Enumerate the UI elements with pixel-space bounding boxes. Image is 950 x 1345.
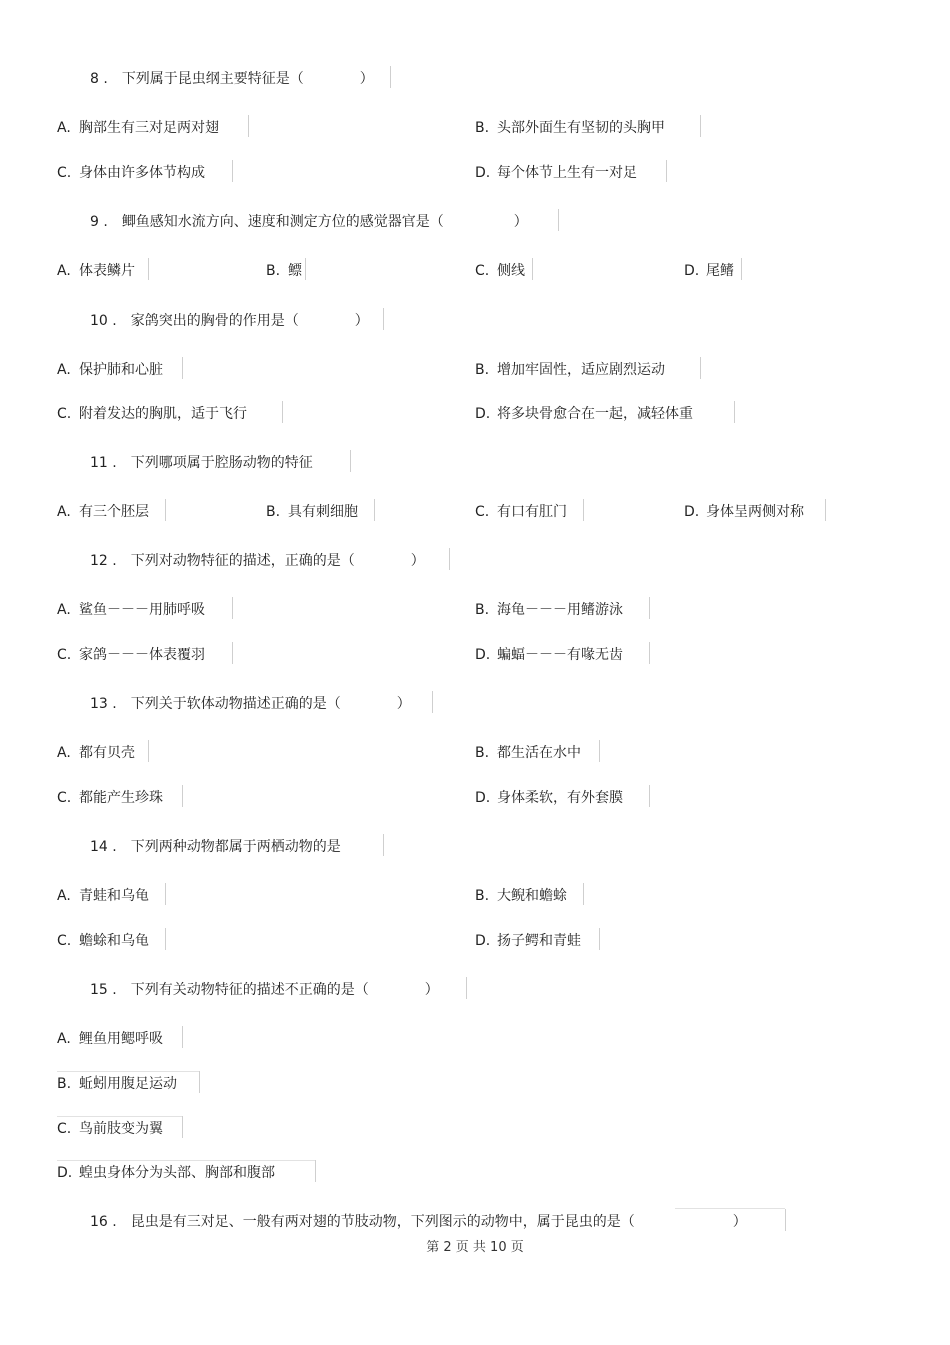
option-c[interactable] [57, 644, 205, 664]
option-text: 蚯蚓用腹足运动 [79, 1076, 177, 1092]
question-text: 鲫鱼感知水流方向、速度和测定方位的感觉器官是（ ） [121, 214, 528, 230]
divider [583, 883, 584, 905]
option-a[interactable] [57, 501, 149, 521]
divider [182, 785, 183, 807]
option-label: D. [57, 1165, 73, 1181]
question-number: 13 . [90, 696, 117, 712]
option-d[interactable] [475, 403, 693, 423]
divider [232, 160, 233, 182]
option-a[interactable] [57, 742, 135, 762]
option-text: 青蛙和乌龟 [79, 888, 149, 904]
option-text: 侧线 [497, 263, 525, 279]
divider [532, 258, 533, 280]
option-text: 鲨鱼－－－用肺呼吸 [79, 602, 205, 618]
option-label: D. [475, 790, 491, 806]
option-text: 有三个胚层 [79, 504, 149, 520]
option-label: C. [57, 406, 72, 422]
divider [383, 834, 384, 856]
option-text: 增加牢固性，适应剧烈运动 [497, 362, 665, 378]
option-label: A. [57, 602, 71, 618]
option-text: 蝙蝠－－－有喙无齿 [497, 647, 623, 663]
option-label: A. [57, 504, 71, 520]
option-label: C. [57, 933, 72, 949]
option-text: 体表鳞片 [79, 263, 135, 279]
option-text: 头部外面生有坚韧的头胸甲 [497, 120, 665, 136]
option-a[interactable] [57, 1028, 163, 1048]
divider [649, 642, 650, 664]
option-b[interactable] [475, 885, 567, 905]
option-label: D. [475, 647, 491, 663]
option-b[interactable] [266, 260, 302, 280]
option-text: 蟾蜍和乌龟 [79, 933, 149, 949]
option-text: 有口有肛门 [497, 504, 567, 520]
divider [649, 597, 650, 619]
option-label: C. [475, 263, 490, 279]
divider [199, 1071, 200, 1093]
option-label: B. [475, 362, 490, 378]
option-text: 身体柔软，有外套膜 [497, 790, 623, 806]
divider [315, 1160, 316, 1182]
option-text: 扬子鳄和青蛙 [497, 933, 581, 949]
option-b[interactable] [475, 117, 665, 137]
option-label: B. [475, 602, 490, 618]
rule [57, 1160, 315, 1161]
option-text: 都生活在水中 [497, 745, 581, 761]
question-text: 家鸽突出的胸骨的作用是（ ） [130, 313, 369, 329]
question-15 [90, 979, 439, 999]
question-16 [90, 1211, 747, 1231]
option-a[interactable] [57, 599, 205, 619]
option-text: 家鸽－－－体表覆羽 [79, 647, 205, 663]
option-text: 将多块骨愈合在一起，减轻体重 [497, 406, 693, 422]
question-text: 下列有关动物特征的描述不正确的是（ ） [130, 982, 439, 998]
divider [734, 401, 735, 423]
question-number: 15 . [90, 982, 117, 998]
question-11 [90, 452, 313, 472]
divider [305, 258, 306, 280]
question-14 [90, 836, 341, 856]
option-d[interactable] [684, 501, 804, 521]
divider [583, 499, 584, 521]
option-label: C. [57, 790, 72, 806]
option-label: B. [266, 263, 281, 279]
question-number: 16 . [90, 1214, 117, 1230]
divider [449, 548, 450, 570]
question-number: 8 . [90, 71, 108, 87]
page-footer: 第 2 页 共 10 页 [426, 1240, 524, 1255]
question-number: 9 . [90, 214, 108, 230]
divider [432, 691, 433, 713]
option-d[interactable] [475, 787, 623, 807]
option-text: 每个体节上生有一对足 [497, 165, 637, 181]
option-label: D. [475, 933, 491, 949]
divider [165, 883, 166, 905]
divider [182, 1026, 183, 1048]
option-label: B. [266, 504, 281, 520]
option-label: A. [57, 1031, 71, 1047]
question-8 [90, 68, 374, 88]
option-label: C. [57, 647, 72, 663]
option-text: 具有刺细胞 [288, 504, 358, 520]
option-label: D. [475, 165, 491, 181]
question-number: 14 . [90, 839, 117, 855]
option-c[interactable] [57, 787, 163, 807]
option-b[interactable] [475, 359, 665, 379]
option-label: A. [57, 120, 71, 136]
divider [374, 499, 375, 521]
rule [57, 1116, 182, 1117]
option-a[interactable] [57, 359, 163, 379]
question-text: 下列两种动物都属于两栖动物的是 [130, 839, 341, 855]
divider [785, 1209, 786, 1231]
divider [741, 258, 742, 280]
option-c[interactable] [57, 1118, 163, 1138]
divider [182, 357, 183, 379]
option-a[interactable] [57, 117, 219, 137]
divider [390, 66, 391, 88]
question-10 [90, 310, 369, 330]
divider [599, 740, 600, 762]
divider [182, 1116, 183, 1138]
option-text: 身体呈两侧对称 [706, 504, 804, 520]
option-d[interactable] [684, 260, 734, 280]
option-c[interactable] [57, 403, 247, 423]
option-text: 鳔 [288, 263, 302, 279]
option-label: B. [57, 1076, 72, 1092]
divider [165, 928, 166, 950]
question-text: 下列关于软体动物描述正确的是（ ） [130, 696, 411, 712]
option-b[interactable] [475, 742, 581, 762]
option-text: 鲤鱼用鳃呼吸 [79, 1031, 163, 1047]
option-text: 附着发达的胸肌，适于飞行 [79, 406, 247, 422]
option-d[interactable] [475, 930, 581, 950]
rule [675, 1208, 785, 1209]
option-label: D. [684, 504, 700, 520]
option-text: 大鲵和蟾蜍 [497, 888, 567, 904]
option-d[interactable] [475, 162, 637, 182]
question-number: 12 . [90, 553, 117, 569]
question-number: 11 . [90, 455, 117, 471]
divider [700, 357, 701, 379]
option-text: 鸟前肢变为翼 [79, 1121, 163, 1137]
divider [232, 597, 233, 619]
question-text: 下列对动物特征的描述，正确的是（ ） [130, 553, 425, 569]
option-text: 尾鳍 [706, 263, 734, 279]
divider [148, 740, 149, 762]
rule [57, 1071, 199, 1072]
option-a[interactable] [57, 885, 149, 905]
option-label: A. [57, 745, 71, 761]
option-text: 蝗虫身体分为头部、胸部和腹部 [79, 1165, 275, 1181]
option-c[interactable] [57, 930, 149, 950]
option-b[interactable] [475, 599, 623, 619]
divider [350, 450, 351, 472]
divider [248, 115, 249, 137]
option-text: 身体由许多体节构成 [79, 165, 205, 181]
option-c[interactable] [475, 501, 567, 521]
option-d[interactable] [475, 644, 623, 664]
option-label: A. [57, 362, 71, 378]
option-label: C. [57, 165, 72, 181]
divider [700, 115, 701, 137]
option-b[interactable] [57, 1073, 177, 1093]
divider [232, 642, 233, 664]
option-label: B. [475, 120, 490, 136]
divider [383, 308, 384, 330]
option-text: 胸部生有三对足两对翅 [79, 120, 219, 136]
option-d[interactable] [57, 1162, 275, 1182]
option-text: 都能产生珍珠 [79, 790, 163, 806]
option-a[interactable] [57, 260, 135, 280]
option-label: A. [57, 263, 71, 279]
option-text: 海龟－－－用鳍游泳 [497, 602, 623, 618]
divider [649, 785, 650, 807]
divider [165, 499, 166, 521]
question-9 [90, 211, 528, 231]
option-label: D. [684, 263, 700, 279]
option-c[interactable] [57, 162, 205, 182]
option-label: B. [475, 745, 490, 761]
option-text: 都有贝壳 [79, 745, 135, 761]
option-b[interactable] [266, 501, 358, 521]
divider [599, 928, 600, 950]
divider [825, 499, 826, 521]
question-text: 昆虫是有三对足、一般有两对翅的节肢动物，下列图示的动物中，属于昆虫的是（ ） [130, 1214, 747, 1230]
option-c[interactable] [475, 260, 525, 280]
question-number: 10 . [90, 313, 117, 329]
option-label: C. [57, 1121, 72, 1137]
option-label: C. [475, 504, 490, 520]
question-12 [90, 550, 425, 570]
option-label: D. [475, 406, 491, 422]
divider [558, 209, 559, 231]
divider [666, 160, 667, 182]
question-text: 下列哪项属于腔肠动物的特征 [130, 455, 313, 471]
divider [282, 401, 283, 423]
option-label: B. [475, 888, 490, 904]
option-text: 保护肺和心脏 [79, 362, 163, 378]
divider [466, 977, 467, 999]
option-label: A. [57, 888, 71, 904]
question-text: 下列属于昆虫纲主要特征是（ ） [121, 71, 374, 87]
divider [148, 258, 149, 280]
question-13 [90, 693, 411, 713]
